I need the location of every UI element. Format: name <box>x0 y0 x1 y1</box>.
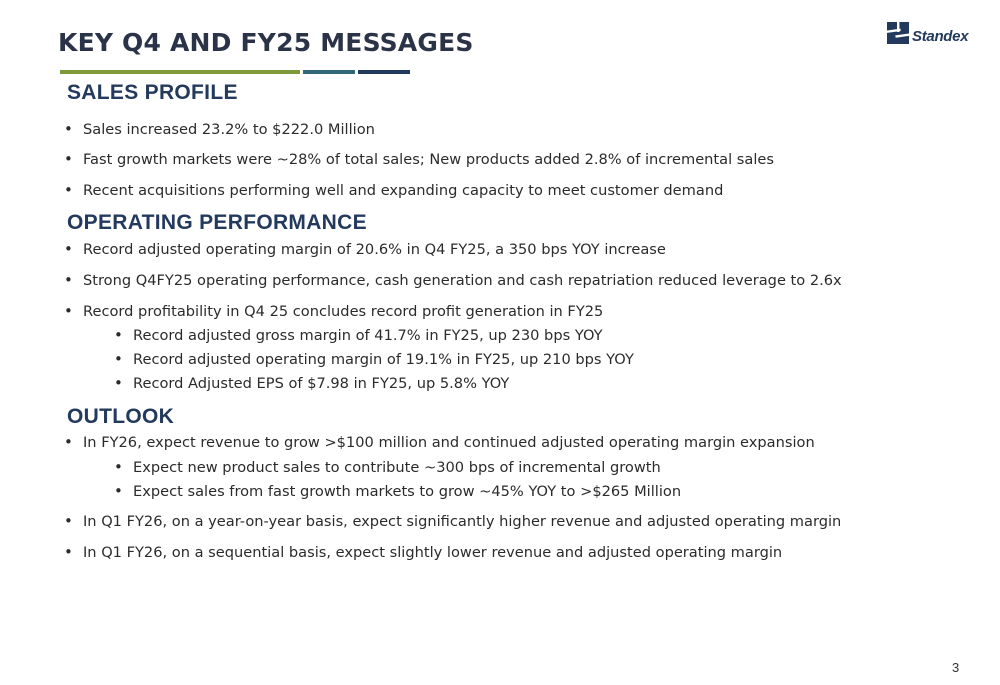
operating-bullet: • Record adjusted operating margin of 20.6% in Q4 FY25, a 350 bps YOY increase <box>83 241 666 259</box>
operating-bullet: • Strong Q4FY25 operating performance, cash generation and cash repatriation reduced leverage to 2.6x <box>83 272 842 290</box>
slide-title: KEY Q4 AND FY25 MESSAGES <box>58 28 474 57</box>
operating-sub-bullet: • Record adjusted gross margin of 41.7% in FY25, up 230 bps YOY <box>133 327 603 345</box>
title-underline-green <box>60 70 300 74</box>
company-logo <box>887 22 968 44</box>
outlook-sub-bullet: • Expect sales from fast growth markets to grow ~45% YOY to >$265 Million <box>133 483 681 501</box>
title-underline-navy <box>358 70 410 74</box>
page-number: 3 <box>952 660 960 675</box>
heading-outlook: OUTLOOK <box>67 405 175 428</box>
sales-bullet: • Sales increased 23.2% to $222.0 Million <box>83 121 375 139</box>
title-underline-teal <box>303 70 355 74</box>
heading-sales-profile: SALES PROFILE <box>67 81 238 104</box>
sales-bullet: • Recent acquisitions performing well and expanding capacity to meet customer demand <box>83 182 723 200</box>
outlook-sub-bullet: • Expect new product sales to contribute ~300 bps of incremental growth <box>133 459 661 477</box>
operating-sub-bullet: • Record Adjusted EPS of $7.98 in FY25, up 5.8% YOY <box>133 375 509 393</box>
operating-sub-bullet: • Record adjusted operating margin of 19.1% in FY25, up 210 bps YOY <box>133 351 634 369</box>
outlook-bullet: • In Q1 FY26, on a year-on-year basis, expect significantly higher revenue and adjusted operating margin <box>83 513 841 531</box>
heading-operating-performance: OPERATING PERFORMANCE <box>67 211 367 234</box>
logo-text: Standex <box>912 27 969 45</box>
sales-bullet: • Fast growth markets were ~28% of total sales; New products added 2.8% of incremental sales <box>83 151 774 169</box>
outlook-bullet: • In FY26, expect revenue to grow >$100 million and continued adjusted operating margin expansion <box>83 434 815 452</box>
outlook-bullet: • In Q1 FY26, on a sequential basis, expect slightly lower revenue and adjusted operating margin <box>83 544 782 562</box>
operating-bullet: • Record profitability in Q4 25 concludes record profit generation in FY25 <box>83 303 603 321</box>
standex-logo-icon <box>887 22 909 44</box>
